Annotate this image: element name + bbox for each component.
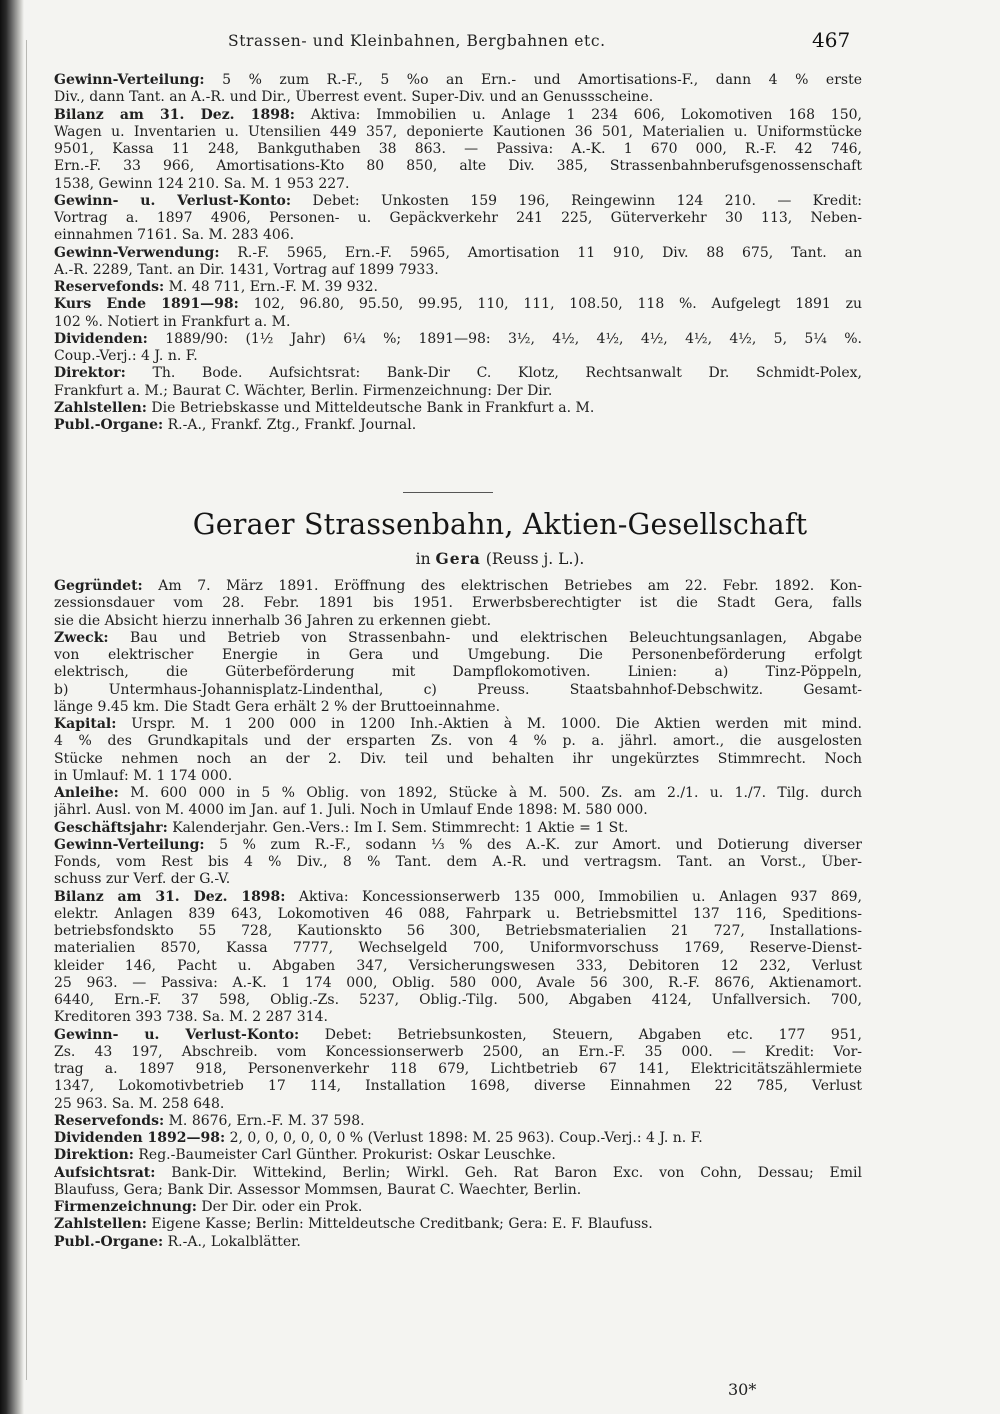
text-line	[54, 992, 862, 1009]
entry-text: 1538, Gewinn 124 210. Sa. M. 1 953 227.	[54, 175, 350, 192]
entry-text: schuss zur Verf. der G.-V.	[54, 871, 231, 888]
entry-heading: Kurs Ende 1891—98:	[54, 296, 239, 313]
text-line	[54, 664, 862, 681]
company-location	[0, 549, 1000, 568]
entry-heading: Gewinn-Verteilung:	[54, 72, 205, 88]
text-line	[54, 365, 862, 382]
text-line	[54, 699, 862, 716]
text-line	[54, 158, 862, 175]
entry-text: Kreditoren 393 738. Sa. M. 2 287 314.	[54, 1009, 328, 1026]
entry-text: 4 % des Grundkapitals und der ersparten Zs. von 4 % p. a. jährl. amort., die ausgelosten	[54, 733, 862, 750]
text-line	[54, 1130, 862, 1147]
entry-text: einnahmen 7161. Sa. M. 283 406.	[54, 227, 295, 244]
entry-heading: Dividenden 1892—98:	[54, 1130, 226, 1146]
text-line	[54, 227, 862, 244]
entry-text: 25 963. Sa. M. 258 648.	[54, 1095, 225, 1112]
text-line	[54, 733, 862, 750]
text-line	[54, 613, 862, 630]
entry-text: Stücke nehmen noch an der 2. Div. teil und behalten ihr ungekürztes Stimmrecht. Noch	[54, 750, 862, 767]
text-line	[54, 296, 862, 313]
company-title: Geraer Strassenbahn, Aktien-Gesellschaft	[192, 508, 808, 541]
entry-text: Frankfurt a. M.; Baurat C. Wächter, Berlin. Firmenzeichnung: Der Dir.	[54, 382, 553, 399]
entry-heading: Gewinn-Verwendung:	[54, 244, 220, 261]
text-line	[54, 889, 862, 906]
entry-text: 25 963. — Passiva: A.-K. 1 174 000, Oblig. 580 000, Avale 56 300, R.-F. 8676, Aktienamort.	[54, 974, 862, 991]
text-line	[54, 89, 862, 106]
entry-heading: Direktion:	[54, 1147, 134, 1164]
text-line	[54, 400, 862, 417]
text-line	[54, 682, 862, 699]
text-line	[54, 383, 862, 400]
text-line	[54, 768, 862, 785]
text-line	[54, 348, 862, 365]
entry-text: R.-A., Lokalblätter.	[163, 1233, 301, 1250]
text-line	[54, 716, 862, 733]
text-line	[54, 958, 862, 975]
entry-heading: Direktor:	[54, 365, 126, 382]
entry-text: M. 48 711, Ern.-F. M. 39 932.	[164, 279, 378, 295]
entry-text: Eigene Kasse; Berlin: Mitteldeutsche Creditbank; Gera: E. F. Blaufuss.	[146, 1216, 653, 1233]
entry-text: R.-A., Frankf. Ztg., Frankf. Journal.	[163, 417, 417, 433]
entry-text: sie die Absicht hierzu innerhalb 36 Jahren zu erkennen giebt.	[54, 612, 492, 629]
text-line	[54, 820, 862, 837]
text-line	[54, 1147, 862, 1164]
text-line	[54, 107, 862, 124]
company-region: (Reuss j. L.).	[485, 550, 585, 568]
text-line	[54, 1182, 862, 1199]
entry-heading: Zahlstellen:	[54, 399, 147, 416]
text-line	[54, 210, 862, 227]
entry-text: Aktiva: Immobilien u. Anlage 1 234 606, Lokomotiven 168 150,	[294, 106, 862, 123]
text-line	[54, 1216, 862, 1233]
entry-text: zessionsdauer vom 28. Febr. 1891 bis 1951. Erwerbsberechtigter ist die Stadt Gera, falls	[54, 595, 862, 612]
entry-heading: Dividenden:	[54, 330, 148, 347]
entry-text: 5 % zum R.-F., sodann ⅓ % des A.-K. zur Amort. und Dotierung diverser	[204, 836, 862, 853]
entry-text: Debet: Unkosten 159 196, Reingewinn 124 210. — Kredit:	[291, 192, 862, 209]
text-line	[54, 647, 862, 664]
text-line	[54, 595, 862, 612]
entry-text: Am 7. März 1891. Eröffnung des elektrischen Betriebes am 22. Febr. 1892. Kon-	[142, 578, 862, 594]
location-prefix: in	[415, 550, 431, 568]
entry-text: Bau und Betrieb von Strassenbahn- und elektrischen Beleuchtungsanlagen, Abgabe	[108, 629, 862, 646]
entry-text: Zs. 43 197, Abschreib. vom Koncessionserwerb 2500, an Ern.-F. 35 000. — Kredit: Vor-	[54, 1043, 862, 1060]
entry-heading: Reservefonds:	[54, 279, 165, 295]
text-line	[54, 871, 862, 888]
entry-text: Vortrag a. 1897 4906, Personen- u. Gepäckverkehr 241 225, Güterverkehr 30 113, Neben-	[54, 210, 862, 226]
top-entry-text	[54, 72, 862, 434]
text-line	[54, 837, 862, 854]
text-line	[54, 72, 862, 89]
text-line	[54, 314, 862, 331]
entry-text: M. 600 000 in 5 % Oblig. von 1892, Stücke à M. 500. Zs. am 2./1. u. 1./7. Tilg. durch	[118, 785, 862, 801]
entry-text: elektr. Anlagen 839 643, Lokomotiven 46 088, Fahrpark u. Betriebsmittel 137 116, Speditions-	[54, 905, 862, 922]
entry-text: Die Betriebskasse und Mitteldeutsche Bank in Frankfurt a. M.	[146, 399, 595, 416]
text-line	[54, 193, 862, 210]
entry-text: länge 9.45 km. Die Stadt Gera erhält 2 % der Bruttoeinnahme.	[54, 698, 501, 715]
text-line	[54, 1009, 862, 1026]
entry-text: elektrisch, die Güterbeförderung mit Dampflokomotiven. Linien: a) Tinz-Pöppeln,	[54, 664, 862, 681]
text-line	[54, 975, 862, 992]
text-line	[54, 176, 862, 193]
text-line	[54, 923, 862, 940]
text-line	[54, 1199, 862, 1216]
entry-text: Debet: Betriebsunkosten, Steuern, Abgaben etc. 177 951,	[299, 1026, 862, 1043]
running-head: Strassen- und Kleinbahnen, Bergbahnen etc.	[228, 32, 606, 50]
text-line	[54, 1044, 862, 1061]
entry-heading: Firmenzeichnung:	[54, 1199, 197, 1215]
entry-text: 5 % zum R.-F., 5 %o an Ern.- und Amortisations-F., dann 4 % erste	[204, 72, 862, 88]
entry-text: 102 %. Notiert in Frankfurt a. M.	[54, 313, 291, 330]
entry-text: Bank-Dir. Wittekind, Berlin; Wirkl. Geh. Rat Baron Exc. von Cohn, Dessau; Emil	[155, 1164, 862, 1181]
entry-text: 6440, Ern.-F. 37 598, Oblig.-Zs. 5237, Oblig.-Tilg. 500, Abgaben 4124, Unfallversich. 700,	[54, 992, 862, 1008]
text-line	[54, 262, 862, 279]
page-number: 467	[812, 28, 851, 52]
text-line	[54, 802, 862, 819]
text-line	[54, 1113, 862, 1130]
entry-text: R.-F. 5965, Ern.-F. 5965, Amortisation 11 910, Div. 88 675, Tant. an	[219, 244, 862, 261]
entry-text: Wagen u. Inventarien u. Utensilien 449 357, deponierte Kautionen 36 501, Materialien u. Uniformstücke	[54, 123, 862, 140]
company-city: Gera	[435, 549, 481, 568]
entry-heading: Zweck:	[54, 629, 109, 646]
entry-heading: Kapital:	[54, 716, 117, 732]
entry-heading: Gegründet:	[54, 578, 143, 594]
entry-text: 2, 0, 0, 0, 0, 0, 0 % (Verlust 1898: M. 25 963). Coup.-Verj.: 4 J. n. F.	[225, 1130, 703, 1146]
signature-mark: 30*	[728, 1380, 757, 1399]
entry-text: betriebsfondskto 55 728, Kautionskto 56 300, Betriebsmaterialien 21 727, Installations-	[54, 923, 862, 939]
text-line	[54, 630, 862, 647]
entry-heading: Bilanz am 31. Dez. 1898:	[54, 888, 286, 905]
entry-heading: Reservefonds:	[54, 1112, 165, 1129]
entry-text: materialien 8570, Kassa 7777, Wechselgeld 700, Uniformvorschuss 1769, Reserve-Dienst-	[54, 940, 862, 957]
text-line	[54, 417, 862, 434]
text-line	[54, 331, 862, 348]
entry-text: 1347, Lokomotivbetrieb 17 114, Installation 1698, diverse Einnahmen 22 785, Verlust	[54, 1078, 862, 1095]
entry-text: Urspr. M. 1 200 000 in 1200 Inh.-Aktien à M. 1000. Die Aktien werden mit mind.	[116, 716, 862, 732]
entry-text: 102, 96.80, 95.50, 99.95, 110, 111, 108.50, 118 %. Aufgelegt 1891 zu	[238, 296, 862, 313]
text-line	[54, 751, 862, 768]
section-divider	[403, 492, 493, 493]
entry-text: Coup.-Verj.: 4 J. n. F.	[54, 348, 198, 364]
text-line	[54, 906, 862, 923]
text-line	[54, 785, 862, 802]
entry-heading: Gewinn- u. Verlust-Konto:	[54, 1026, 300, 1043]
entry-text: trag a. 1897 918, Personenverkehr 118 679, Lichtbetrieb 67 141, Elektricitätszählermiete	[54, 1061, 862, 1077]
entry-text: Kalenderjahr. Gen.-Vers.: Im I. Sem. Stimmrecht: 1 Aktie = 1 St.	[167, 819, 629, 836]
entry-text: Fonds, vom Rest bis 4 % Div., 8 % Tant. dem A.-R. und vertragsm. Tant. an Vorst., Über-	[54, 854, 862, 870]
entry-text: 1889/90: (1½ Jahr) 6¼ %; 1891—98: 3½, 4½, 4½, 4½, 4½, 4½, 5, 5¼ %.	[147, 330, 862, 347]
entry-text: kleider 146, Pacht u. Abgaben 347, Versicherungswesen 333, Debitoren 12 232, Verlust	[54, 957, 862, 974]
entry-heading: Publ.-Organe:	[54, 417, 164, 433]
book-gutter-shadow	[0, 0, 24, 1414]
entry-text: M. 8676, Ern.-F. M. 37 598.	[164, 1112, 365, 1129]
text-line	[54, 124, 862, 141]
entry-heading: Aufsichtsrat:	[54, 1164, 156, 1181]
text-line	[54, 245, 862, 262]
entry-heading: Gewinn-Verteilung:	[54, 836, 205, 853]
main-entry-text	[54, 578, 862, 1251]
entry-text: Blaufuss, Gera; Bank Dir. Assessor Mommsen, Baurat C. Waechter, Berlin.	[54, 1181, 582, 1198]
text-line	[54, 940, 862, 957]
entry-heading: Bilanz am 31. Dez. 1898:	[54, 106, 295, 123]
text-line	[54, 578, 862, 595]
entry-text: Reg.-Baumeister Carl Günther. Prokurist: Oskar Leuschke.	[133, 1147, 556, 1164]
entry-text: 9501, Kassa 11 248, Bankguthaben 38 863. — Passiva: A.-K. 1 670 000, R.-F. 42 746,	[54, 141, 862, 157]
text-line	[54, 1078, 862, 1095]
entry-text: in Umlauf: M. 1 174 000.	[54, 767, 233, 784]
entry-text: Ern.-F. 33 966, Amortisations-Kto 80 850, alte Div. 385, Strassenbahnberufsgenossenschaft	[54, 158, 862, 175]
entry-heading: Gewinn- u. Verlust-Konto:	[54, 192, 292, 209]
text-line	[54, 1165, 862, 1182]
entry-text: A.-R. 2289, Tant. an Dir. 1431, Vortrag auf 1899 7933.	[54, 261, 439, 278]
text-line	[54, 141, 862, 158]
entry-text: Aktiva: Koncessionserwerb 135 000, Immobilien u. Anlagen 937 869,	[285, 888, 862, 905]
entry-text: Div., dann Tant. an A.-R. und Dir., Überrest event. Super-Div. und an Genussscheine.	[54, 89, 654, 106]
page-edge-line	[26, 40, 27, 1380]
text-line	[54, 1027, 862, 1044]
entry-heading: Zahlstellen:	[54, 1216, 147, 1233]
entry-heading: Publ.-Organe:	[54, 1233, 164, 1250]
entry-text: jährl. Ausl. von M. 4000 im Jan. auf 1. Juli. Noch in Umlauf Ende 1898: M. 580 000.	[54, 802, 648, 819]
entry-text: von elektrischer Energie in Gera und Umgebung. Die Personenbeförderung erfolgt	[54, 647, 862, 663]
entry-text: Der Dir. oder ein Prok.	[196, 1199, 363, 1215]
text-line	[54, 854, 862, 871]
text-line	[54, 1234, 862, 1251]
entry-heading: Anleihe:	[54, 785, 119, 801]
entry-heading: Geschäftsjahr:	[54, 819, 168, 836]
entry-text: Th. Bode. Aufsichtsrat: Bank-Dir C. Klotz, Rechtsanwalt Dr. Schmidt-Polex,	[125, 365, 862, 382]
text-line	[54, 1096, 862, 1113]
text-line	[54, 279, 862, 296]
text-line	[54, 1061, 862, 1078]
entry-text: b) Untermhaus-Johannisplatz-Lindenthal, c) Preuss. Staatsbahnhof-Debschwitz. Gesamt-	[54, 681, 862, 698]
